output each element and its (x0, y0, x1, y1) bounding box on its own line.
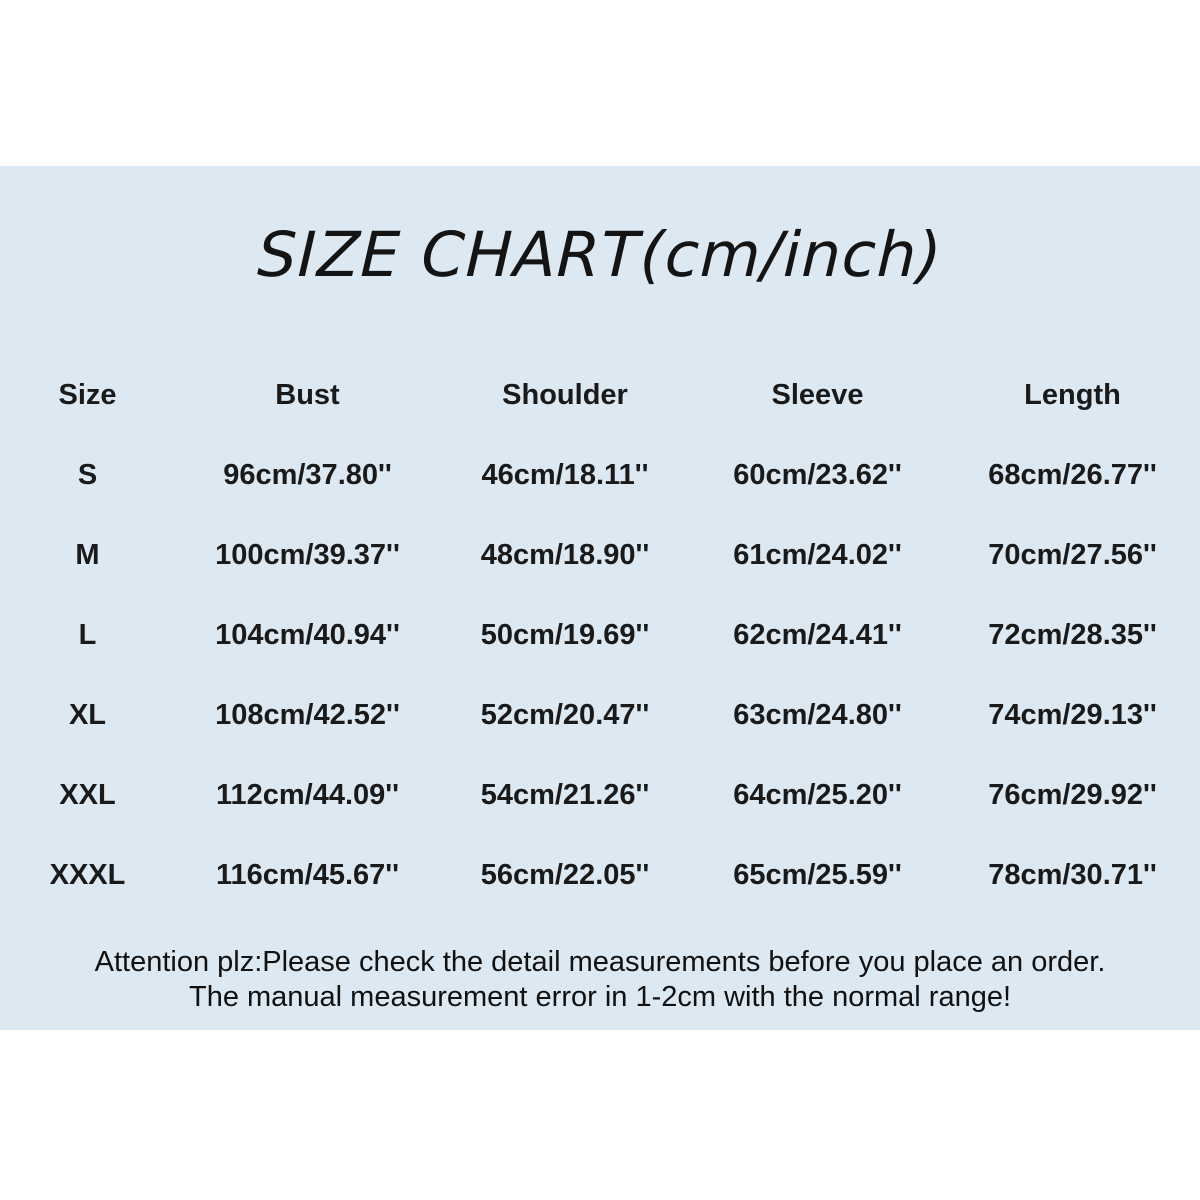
cell-bust: 100cm/39.37'' (215, 538, 400, 571)
cell-size-label: XXL (59, 778, 116, 811)
column-header-sleeve: Sleeve (771, 378, 864, 411)
cell-sleeve: 60cm/23.62'' (733, 458, 902, 491)
cell-size-label: L (78, 618, 97, 651)
size-chart-title: SIZE CHART(cm/inch) (256, 218, 944, 291)
cell-bust: 108cm/42.52'' (215, 698, 400, 731)
cell-length: 78cm/30.71'' (988, 858, 1157, 891)
table-row-xxl (0, 755, 1200, 835)
cell-sleeve: 63cm/24.80'' (733, 698, 902, 731)
cell-length: 70cm/27.56'' (988, 538, 1157, 571)
note-line-1: Attention plz:Please check the detail measurements before you place an order. (94, 946, 1106, 978)
cell-bust: 112cm/44.09'' (215, 778, 400, 811)
cell-sleeve: 61cm/24.02'' (733, 538, 902, 571)
cell-shoulder: 56cm/22.05'' (480, 858, 650, 891)
cell-length: 74cm/29.13'' (988, 698, 1157, 731)
table-row-s (0, 435, 1200, 515)
cell-length: 72cm/28.35'' (988, 618, 1157, 651)
cell-size-label: M (75, 538, 100, 571)
cell-bust: 96cm/37.80'' (223, 458, 392, 491)
cell-size-label: XL (68, 698, 107, 731)
column-header-size: Size (58, 378, 117, 411)
column-header-length: Length (1024, 378, 1121, 411)
cell-shoulder: 54cm/21.26'' (480, 778, 650, 811)
cell-shoulder: 50cm/19.69'' (480, 618, 650, 651)
size-chart-panel (0, 166, 1200, 1030)
cell-sleeve: 64cm/25.20'' (733, 778, 902, 811)
table-row-xxxl (0, 835, 1200, 915)
cell-shoulder: 48cm/18.90'' (480, 538, 650, 571)
cell-length: 68cm/26.77'' (988, 458, 1157, 491)
table-row-m (0, 515, 1200, 595)
cell-shoulder: 46cm/18.11'' (481, 458, 649, 491)
cell-sleeve: 62cm/24.41'' (733, 618, 902, 651)
table-row-l (0, 595, 1200, 675)
size-table (0, 355, 1200, 915)
cell-shoulder: 52cm/20.47'' (480, 698, 650, 731)
note-line-2: The manual measurement error in 1-2cm with the normal range! (188, 981, 1012, 1013)
cell-size-label: S (77, 458, 98, 491)
cell-bust: 116cm/45.67'' (215, 858, 400, 891)
cell-bust: 104cm/40.94'' (215, 618, 400, 651)
cell-sleeve: 65cm/25.59'' (733, 858, 902, 891)
table-row-xl (0, 675, 1200, 755)
table-header-row (0, 355, 1200, 435)
cell-length: 76cm/29.92'' (988, 778, 1157, 811)
column-header-shoulder: Shoulder (502, 378, 628, 411)
cell-size-label: XXXL (49, 858, 126, 891)
column-header-bust: Bust (275, 378, 340, 411)
attention-note (0, 945, 1200, 1015)
